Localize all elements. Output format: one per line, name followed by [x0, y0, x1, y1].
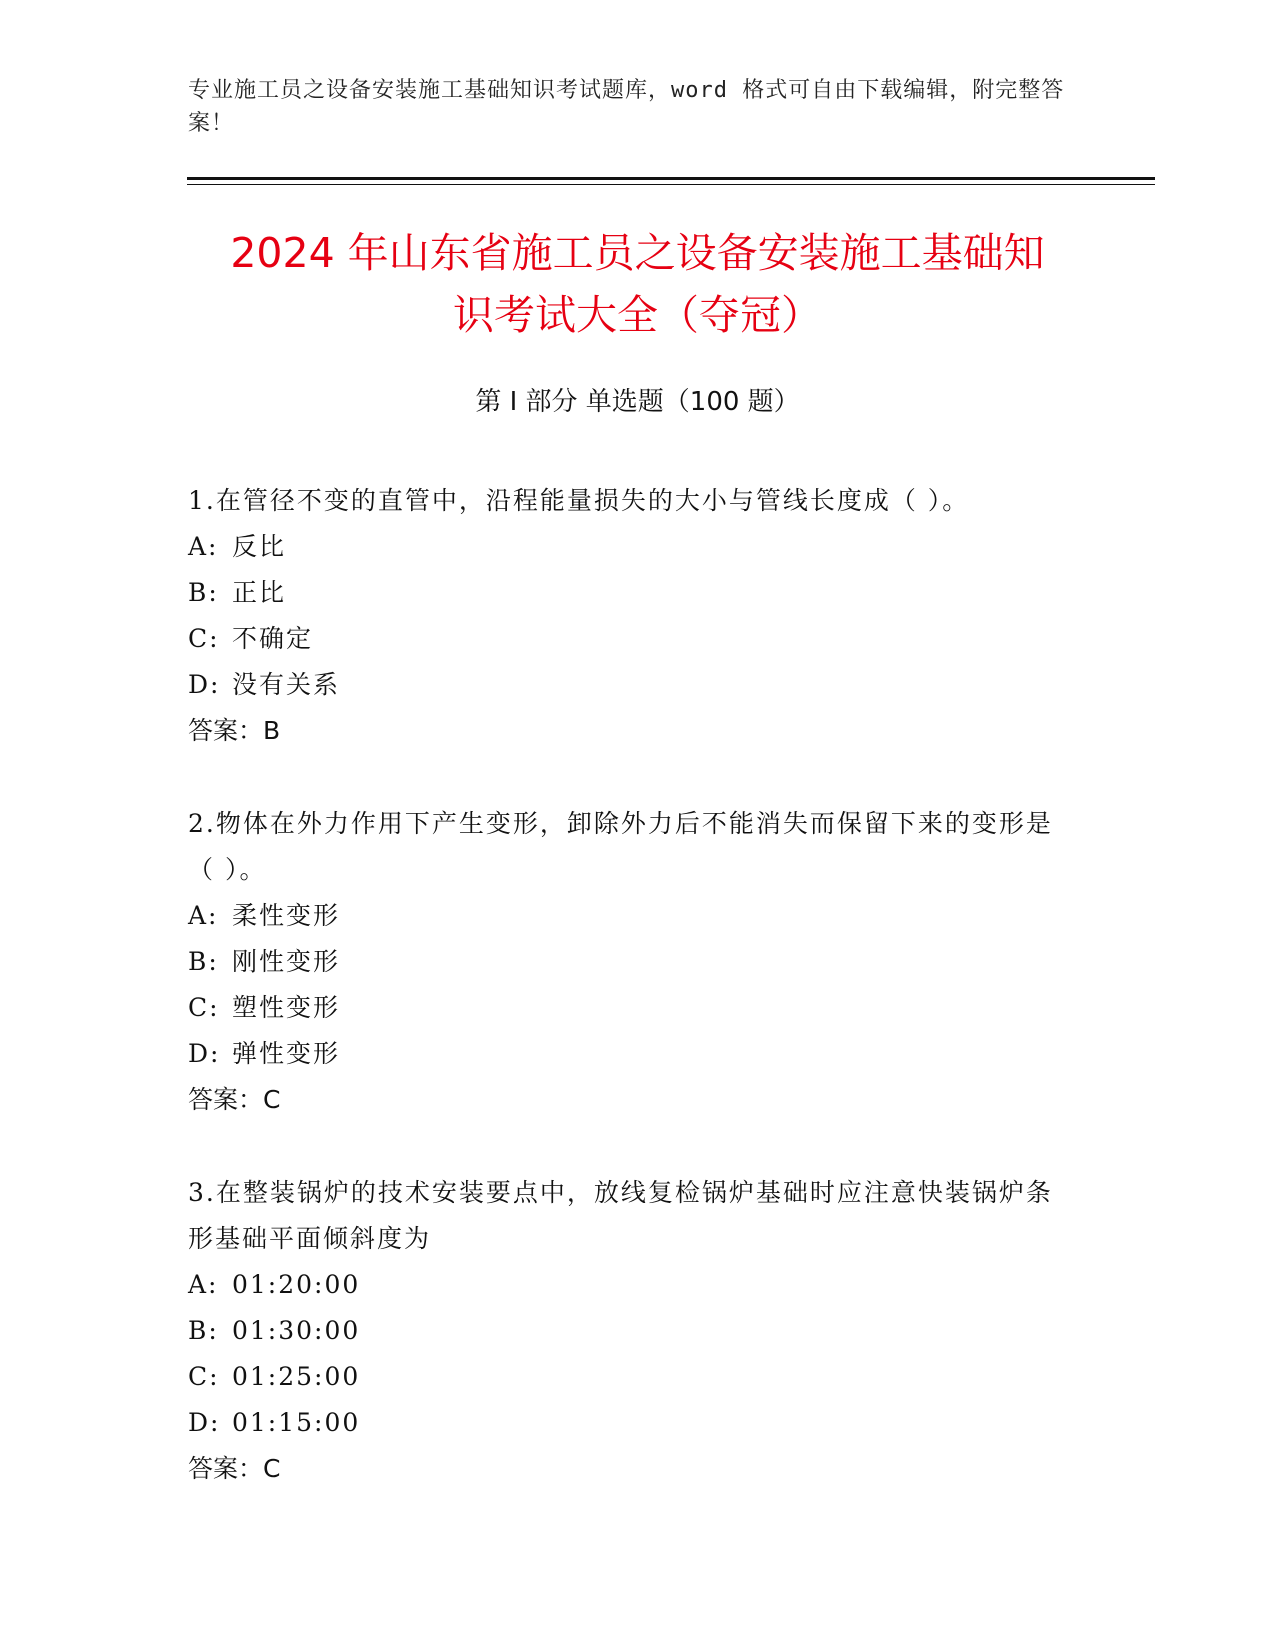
option-c [188, 1354, 1068, 1400]
option-a [188, 524, 1068, 570]
option-text: 01:25:00 [232, 1362, 361, 1391]
section-heading: 第 I 部分 单选题（100 题） [475, 387, 800, 417]
option-b [188, 1308, 1068, 1354]
option-label: B: [188, 947, 219, 976]
question-2 [188, 801, 1068, 1123]
answer-line [188, 1446, 1068, 1492]
option-text: 弹性变形 [232, 1039, 341, 1068]
answer-prefix: 答案： [188, 1454, 264, 1483]
answer-prefix: 答案： [188, 716, 264, 745]
option-label: B: [188, 578, 219, 607]
option-a [188, 1262, 1068, 1308]
option-text: 01:20:00 [232, 1270, 361, 1299]
question-stem: 2.物体在外力作用下产生变形，卸除外力后不能消失而保留下来的变形是（ ）。 [188, 809, 1053, 884]
question-stem: 3.在整装锅炉的技术安装要点中，放线复检锅炉基础时应注意快装锅炉条形基础平面倾斜度为 [188, 1178, 1053, 1253]
question-list [188, 478, 1068, 1539]
option-label: B: [188, 1316, 219, 1345]
answer-line [188, 1077, 1068, 1123]
option-d [188, 1031, 1068, 1077]
option-d [188, 1400, 1068, 1446]
option-label: C: [188, 1362, 220, 1391]
option-d [188, 662, 1068, 708]
title-line-2: 识考试大全（夺冠） [453, 291, 822, 339]
option-label: D: [188, 1408, 221, 1437]
option-label: D: [188, 670, 221, 699]
answer-value: C [263, 1454, 281, 1483]
answer-value: C [263, 1085, 281, 1114]
question-1 [188, 478, 1068, 754]
option-text: 塑性变形 [232, 993, 341, 1022]
option-c [188, 616, 1068, 662]
option-c [188, 985, 1068, 1031]
header-rule-thick [187, 177, 1155, 180]
option-label: C: [188, 624, 220, 653]
option-text: 01:15:00 [232, 1408, 361, 1437]
header-rule-thin [187, 184, 1155, 185]
question-3 [188, 1170, 1068, 1492]
option-label: C: [188, 993, 220, 1022]
option-a [188, 893, 1068, 939]
option-text: 刚性变形 [232, 947, 341, 976]
option-label: D: [188, 1039, 221, 1068]
option-text: 不确定 [232, 624, 314, 653]
option-label: A: [188, 532, 219, 561]
option-label: A: [188, 1270, 219, 1299]
option-text: 反比 [232, 532, 287, 561]
answer-value: B [263, 716, 281, 745]
question-stem: 1.在管径不变的直管中，沿程能量损失的大小与管线长度成（ ）。 [188, 486, 970, 515]
option-text: 01:30:00 [232, 1316, 361, 1345]
title-line-1: 2024 年山东省施工员之设备安装施工基础知 [230, 229, 1045, 277]
option-b [188, 570, 1068, 616]
option-text: 没有关系 [232, 670, 341, 699]
option-label: A: [188, 901, 219, 930]
header-note: 专业施工员之设备安装施工基础知识考试题库，word 格式可自由下载编辑，附完整答案！ [188, 78, 1065, 136]
option-text: 柔性变形 [232, 901, 341, 930]
option-text: 正比 [232, 578, 287, 607]
document-title [160, 222, 1115, 346]
answer-line [188, 708, 1068, 754]
answer-prefix: 答案： [188, 1085, 264, 1114]
option-b [188, 939, 1068, 985]
